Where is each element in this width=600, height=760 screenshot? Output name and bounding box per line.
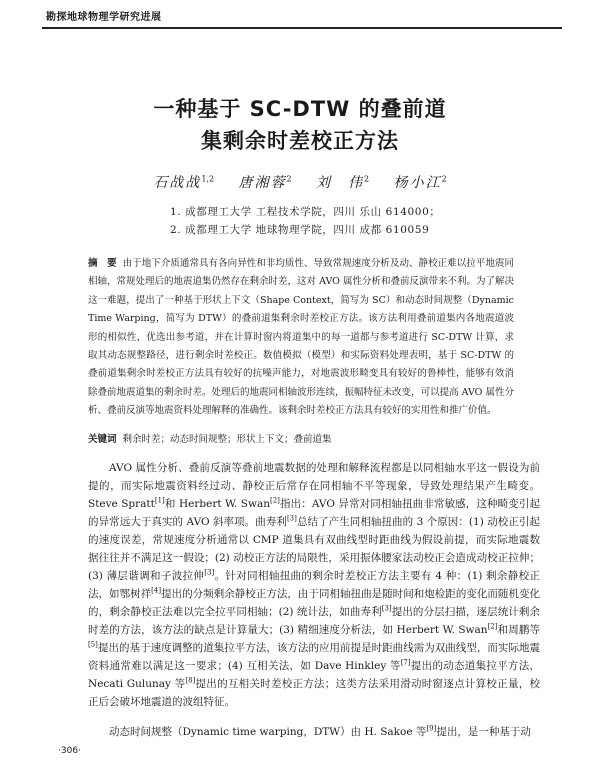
body-text: 提出的基于速度调整的道集拉平方法，该方法的应用前提是时距曲线需为双曲线型，而实际地震资料通常难以满足这一要求；(4) 互相关法，如 Dave Hinkley 等 [88,642,540,672]
body-text: 提出的分层扫描，逐层统计剩余时差的方法，该方法的缺点是计算量大；(3) 精细速度分析法，如 Herbert W. Swan [88,606,540,636]
paper-title-line-2: 集剩余时差校正方法 [201,129,399,153]
abstract-label: 摘 要 [88,258,117,269]
body-text: 提出，是一种基于动 [436,726,531,738]
body-text: 。针对同相轴扭曲的剩余时差校正方法主要有 4 种：(1) 剩余静校正法，如鄂树祥 [88,570,540,600]
body-text: 和 Herbert W. Swan [164,498,270,510]
body-text: 和周鹏等 [497,624,540,636]
citation-ref: [3] [381,604,392,613]
author-name: 杨小江 [393,175,442,191]
citation-ref: [2] [269,496,280,505]
citation-ref: [4] [151,586,162,595]
affiliation-2: 2. 成都理工大学 地球物理学院，四川 成都 610059 [170,224,430,236]
body-text: 总结了产生同相轴扭曲的 3 个原因：(1) 动校正引起的速度误差，常规速度分析通常以 CMP 道集具有双曲线型时距曲线为假设前提，而实际地震数据往往并不满足这一假设；(2) 动校正方法的局限性，采用振体腰家法动校正会造成动校正拉伸；(3) 薄层谐调和子波拉伸 [88,516,540,582]
author-3 [316,175,369,191]
body-paragraph-2 [88,723,540,741]
citation-ref: [8] [185,676,196,685]
body-text: 指出：AVO 异常对同相轴扭曲非常敏感，这种畸变引起的异常远大于真实的 AVO 斜率项。曲寿利 [88,498,541,528]
citation-ref: [3] [204,568,215,577]
abstract-text: 由于地下介质通常具有各向异性和非均质性、导致常规速度分析及动、静校正难以拉平地震同相轴，常规处理后的地震道集仍然存在剩余时差，这对 AVO 属性分析和叠前反演带来不利。为了解决这一难题，提出了一种基于形状上下文（Shape Context，简写为 SC）和动态时间规整（Dynamic Time Warping，简写为 DTW）的叠前道集剩余时差校正方法。该方法利用叠前道集内各地震道波形的相似性，优选出参考道，并在计算时窗内将道集中的每一道都与参考道进行 SC-DTW 计算，求取其动态规整路径，进行剩余时差校正。数值模拟（模型）和实际资料处理表明，基于 SC-DTW 的叠前道集剩余时差校正方法具有较好的抗噪声能力，对地震波形畸变具有较好的鲁棒性，能够有效消除叠前地震道集的剩余时差。处理后的地震同相轴波形连续，振幅特征未改变，可以提高 AVO 属性分析、叠前反演等地震资料处理解释的准确性。该剩余时差校正方法具有较好的实用性和推广价值。 [88,258,514,417]
body-text: 动态时间规整（Dynamic time warping，DTW）由 H. Sakoe 等 [109,726,427,738]
body-text: AVO 属性分析、叠前反演等叠前地震数据的处理和解释流程都是以同相轴水平这一假设为前提的，而实际地震资料经过动、静校正后常存在同相轴不平等现象，导致处理结果产生畸变。Steve Spratt [88,462,540,510]
author-affil-sup: 1,2 [201,174,215,184]
author-name: 刘 伟 [316,175,365,191]
author-4 [394,175,447,191]
keywords-label: 关键词 [88,434,117,445]
journal-name: 勘探地球物理学研究进展 [46,12,162,23]
author-name: 唐湘蓉 [238,175,287,191]
author-affil-sup: 2 [286,174,292,184]
body-paragraph-1 [88,459,540,711]
author-name: 石战战 [153,175,202,191]
header-rule [42,27,562,29]
body-text: 提出的互相关时差校正方法；这类方法采用滑动时窗逐点计算校正量，校正后会破坏地震道的波组特征。 [88,678,540,708]
paper-title-line-1: 一种基于 SC-DTW 的叠前道 [153,97,447,121]
affiliation-1: 1. 成都理工大学 工程技术学院，四川 乐山 614000； [170,206,441,218]
abstract [88,255,514,421]
body-text: 提出的动态道集拉平方法，Necati Gulunay 等 [88,660,540,690]
author-affil-sup: 2 [364,174,370,184]
citation-ref: [5] [88,640,98,649]
author-affil-sup: 2 [441,174,447,184]
citation-ref: [3] [286,514,297,523]
keywords-text: 剩余时差；动态时间规整；形状上下文；叠前道集 [122,434,332,445]
author-2 [239,175,292,191]
citation-ref: [1] [154,496,165,505]
keywords [88,431,514,445]
author-list [0,172,600,192]
citation-ref: [9] [426,724,437,733]
author-1 [153,175,214,191]
citation-ref: [7] [400,658,411,667]
page-number: ·306· [58,746,81,756]
body-text: 提出的分频剩余静校正方法，由于同相轴扭曲是随时间和炮检距的变化而随机变化的，剩余静校正法难以完全拉平同相轴；(2) 统计法，如曲寿利 [88,588,541,618]
citation-ref: [2] [487,622,498,631]
